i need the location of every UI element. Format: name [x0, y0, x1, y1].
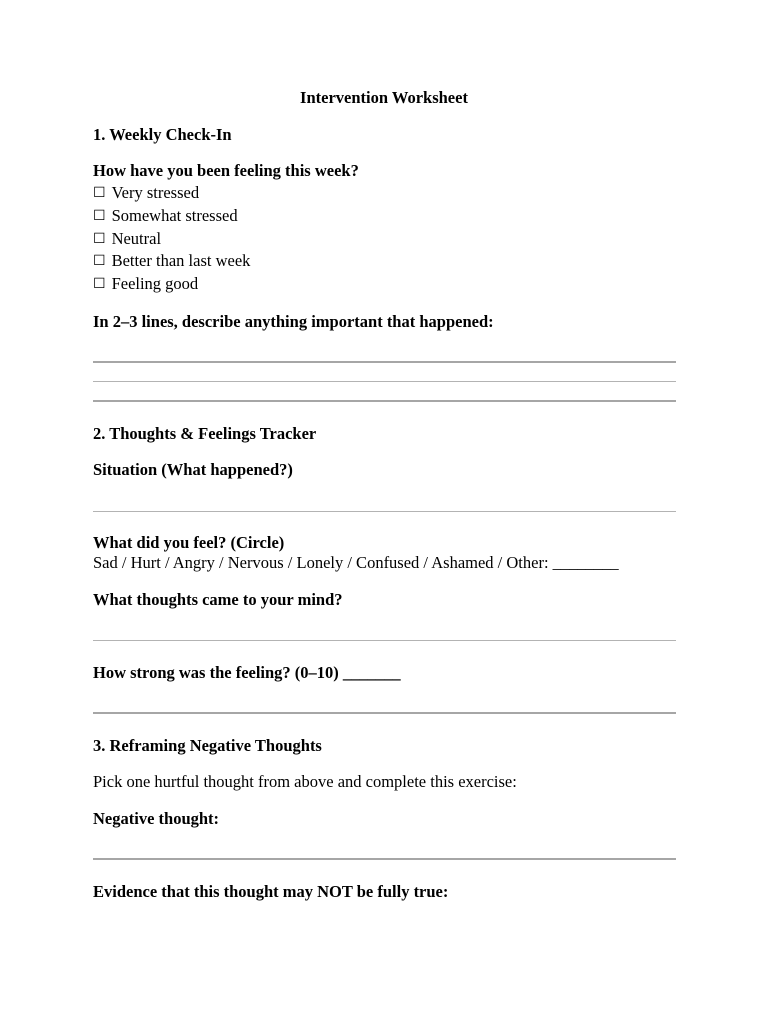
feel-options: Sad / Hurt / Angry / Nervous / Lonely / Confused / Ashamed / Other: ________	[93, 553, 619, 572]
option-label: Better than last week	[111, 251, 251, 270]
feel-prompt: What did you feel? (Circle)	[93, 533, 285, 552]
option-label: Very stressed	[111, 183, 200, 202]
strength-answer-line[interactable]	[93, 712, 676, 714]
answer-line[interactable]	[93, 400, 676, 402]
checkbox-icon[interactable]: ☐	[93, 253, 106, 269]
feeling-question: How have you been feeling this week?	[93, 161, 359, 180]
strength-prompt: How strong was the feeling? (0–10) _______	[93, 663, 401, 682]
option-label: Neutral	[111, 229, 162, 248]
negative-thought-answer-line[interactable]	[93, 858, 676, 860]
answer-line[interactable]	[93, 361, 676, 363]
reframe-instructions: Pick one hurtful thought from above and complete this exercise:	[93, 772, 517, 791]
thoughts-answer-line[interactable]	[93, 640, 676, 641]
section-2-heading: 2. Thoughts & Feelings Tracker	[93, 424, 317, 443]
checkbox-icon[interactable]: ☐	[93, 208, 106, 224]
section-3-heading: 3. Reframing Negative Thoughts	[93, 736, 322, 755]
describe-prompt: In 2–3 lines, describe anything important that happened:	[93, 312, 494, 331]
thoughts-prompt: What thoughts came to your mind?	[93, 590, 343, 609]
evidence-prompt: Evidence that this thought may NOT be fully true:	[93, 882, 449, 901]
option-somewhat-stressed[interactable]	[93, 206, 238, 227]
option-label: Somewhat stressed	[111, 206, 238, 225]
option-neutral[interactable]	[93, 229, 161, 250]
checkbox-icon[interactable]: ☐	[93, 276, 106, 292]
checkbox-icon[interactable]: ☐	[93, 185, 106, 201]
checkbox-icon[interactable]: ☐	[93, 231, 106, 247]
answer-line[interactable]	[93, 381, 676, 382]
section-1-heading: 1. Weekly Check-In	[93, 125, 232, 144]
page-title: Intervention Worksheet	[300, 88, 468, 107]
option-label: Feeling good	[111, 274, 199, 293]
situation-answer-line[interactable]	[93, 511, 676, 512]
situation-prompt: Situation (What happened?)	[93, 460, 293, 479]
option-feeling-good[interactable]	[93, 274, 198, 295]
option-very-stressed[interactable]	[93, 183, 199, 204]
option-better-than-last-week[interactable]	[93, 251, 250, 272]
negative-thought-prompt: Negative thought:	[93, 809, 220, 828]
